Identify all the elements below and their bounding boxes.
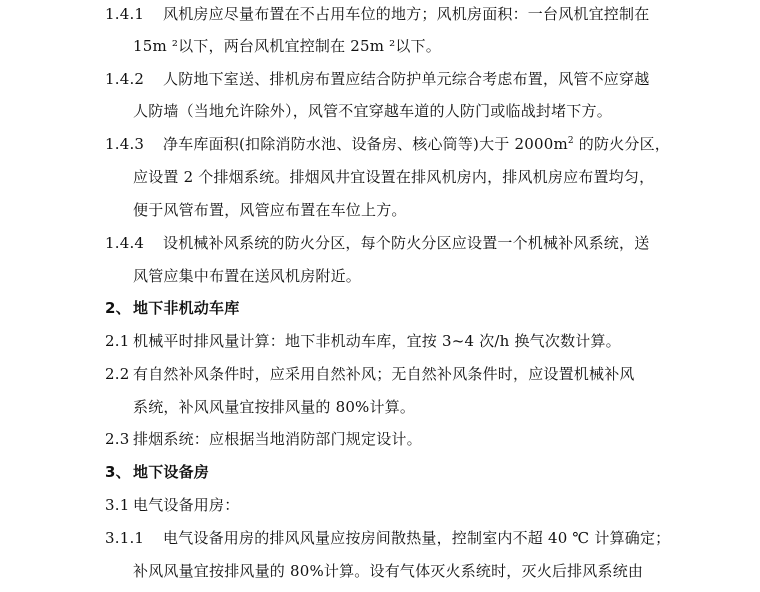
clause-number: 1.4.2 xyxy=(105,70,145,88)
clause-3-1-1-line-2: 补风风量宜按排风量的 80%计算。设有气体灭火系统时，灭火后排风系统由 xyxy=(133,562,644,580)
clause-1-4-4-line-2: 风管应集中布置在送风机房附近。 xyxy=(133,267,362,285)
clause-1-4-1-line-1 xyxy=(105,4,649,24)
clause-3-1 xyxy=(105,495,239,515)
clause-2-3-line-1 xyxy=(105,429,422,449)
clause-text: 有自然补风条件时，应采用自然补风；无自然补风条件时，应设置机械补风 xyxy=(133,365,635,383)
clause-2-2-line-2: 系统，补风风量宜按排风量的 80%计算。 xyxy=(133,398,416,416)
section-heading-3 xyxy=(105,462,209,482)
clause-number: 3.1.1 xyxy=(105,529,145,547)
clause-1-4-3-line-2: 应设置 2 个排烟系统。排烟风井宜设置在排风机房内，排风机房应布置均匀， xyxy=(133,168,655,186)
clause-number: 2.2 xyxy=(105,365,130,383)
clause-text: 电气设备用房： xyxy=(133,496,240,514)
clause-number: 1.4.3 xyxy=(105,135,145,153)
heading-title: 地下设备房 xyxy=(133,463,210,481)
heading-title: 地下非机动车库 xyxy=(133,299,240,317)
clause-text: 电气设备用房的排风风量应按房间散热量，控制室内不超 40 ℃ 计算确定； xyxy=(163,529,671,547)
clause-1-4-2-line-1 xyxy=(105,69,649,89)
clause-3-1-1-line-1 xyxy=(105,528,670,548)
clause-1-4-4-line-1 xyxy=(105,233,649,253)
clause-text-a: 净车库面积(扣除消防水池、设备房、核心筒等)大于 2000m xyxy=(163,135,568,153)
clause-1-4-3-line-1 xyxy=(105,134,670,154)
clause-number: 1.4.4 xyxy=(105,234,145,252)
clause-text: 机械平时排风量计算：地下非机动车库，宜按 3~4 次/h 换气次数计算。 xyxy=(133,332,621,350)
heading-number: 2、 xyxy=(105,299,131,317)
clause-number: 2.1 xyxy=(105,332,130,350)
clause-2-1-line-1 xyxy=(105,331,621,351)
clause-text: 风机房应尽量布置在不占用车位的地方；风机房面积：一台风机宜控制在 xyxy=(163,5,650,23)
clause-text-b: 的防火分区， xyxy=(573,135,670,153)
clause-text: 设机械补风系统的防火分区，每个防火分区应设置一个机械补风系统，送 xyxy=(163,234,650,252)
clause-number: 3.1 xyxy=(105,496,130,514)
clause-text: 人防地下室送、排机房布置应结合防护单元综合考虑布置，风管不应穿越 xyxy=(163,70,650,88)
clause-1-4-1-line-2: 15m ²以下，两台风机宜控制在 25m ²以下。 xyxy=(133,37,441,55)
section-heading-2 xyxy=(105,298,239,318)
superscript-two: 2 xyxy=(567,136,574,146)
clause-number: 2.3 xyxy=(105,430,130,448)
clause-1-4-3-line-3: 便于风管布置，风管应布置在车位上方。 xyxy=(133,201,407,219)
clause-2-2-line-1 xyxy=(105,364,635,384)
clause-text: 排烟系统：应根据当地消防部门规定设计。 xyxy=(133,430,422,448)
heading-number: 3、 xyxy=(105,463,131,481)
clause-number: 1.4.1 xyxy=(105,5,145,23)
clause-1-4-2-line-2: 人防墙（当地允许除外），风管不宜穿越车道的人防门或临战封堵下方。 xyxy=(133,102,612,120)
